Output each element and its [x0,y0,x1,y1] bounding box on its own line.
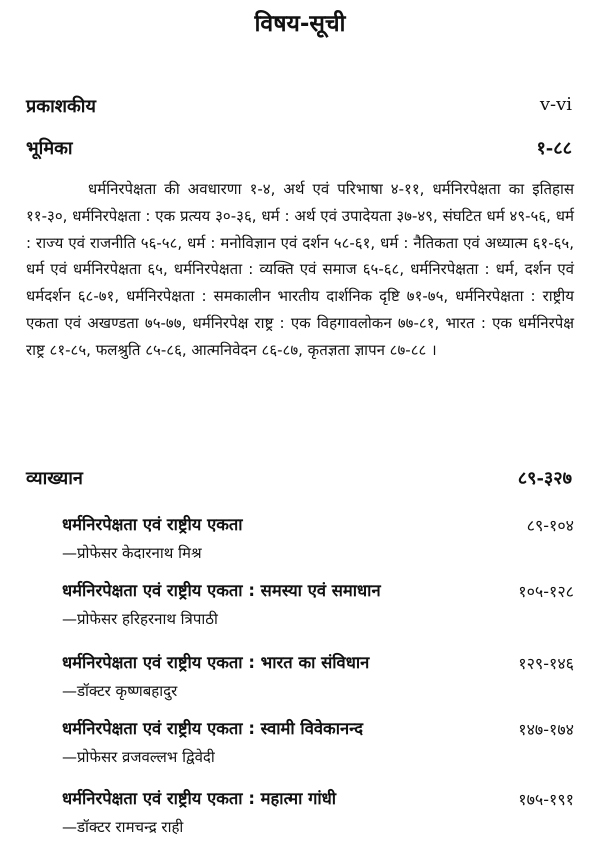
entry-title: धर्मनिरपेक्षता एवं राष्ट्रीय एकता : भारत का संविधान [62,653,370,672]
toc-entry [62,786,574,837]
section-pages: v-vi [539,94,572,115]
section-name: व्याख्यान [26,468,83,489]
section-name: भूमिका [26,138,73,159]
entry-title: धर्मनिरपेक्षता एवं राष्ट्रीय एकता : स्वामी विवेकानन्द [62,719,364,738]
section-prakashkiya [26,94,572,118]
toc-entry [62,512,574,563]
entry-title: धर्मनिरपेक्षता एवं राष्ट्रीय एकता [62,515,243,534]
toc-entry [62,716,574,767]
entry-title: धर्मनिरपेक्षता एवं राष्ट्रीय एकता : समस्या एवं समाधान [62,581,381,600]
toc-entry [62,650,574,701]
entry-author: —डॉक्टर कृष्णबहादुर [62,682,178,700]
section-pages: १-८८ [536,138,572,159]
entry-pages: १०५-१२८ [518,582,574,601]
entry-author: —प्रोफेसर हरिहरनाथ त्रिपाठी [62,610,218,628]
entry-title: धर्मनिरपेक्षता एवं राष्ट्रीय एकता : महात्मा गांधी [62,789,337,808]
section-vyakhyan [26,466,572,490]
entry-author: —डॉक्टर रामचन्द्र राही [62,818,184,836]
entry-pages: ८९-१०४ [526,516,574,535]
entry-pages: १४७-१७४ [518,720,574,739]
entry-author: —प्रोफेसर व्रजवल्लभ द्विवेदी [62,748,215,766]
toc-entry [62,578,574,629]
bhumika-contents: धर्मनिरपेक्षता की अवधारणा १-४, अर्थ एवं परिभाषा ४-११, धर्मनिरपेक्षता का इतिहास ११-३०, धर्मनिरपेक्षता : एक प्रत्यय ३०-३६, धर्म : अर्थ एवं उपादेयता ३७-४९, संघटित धर्म ४९-५६, धर्म : राज्य एवं राजनीति ५६-५८, धर्म : मनोविज्ञान एवं दर्शन ५८-६१, धर्म : नैतिकता एवं अध्यात्म ६१-६५, धर्म एवं धर्मनिरपेक्षता ६५, धर्मनिरपेक्षता : व्यक्ति एवं समाज ६५-६८, धर्मनिरपेक्षता : धर्म, दर्शन एवं धर्मदर्शन ६८-७१, धर्मनिरपेक्षता : समकालीन भारतीय दार्शनिक दृष्टि ७१-७५, धर्मनिरपेक्षता : राष्ट्रीय एकता एवं अखण्डता ७५-७७, धर्मनिरपेक्ष राष्ट्र : एक विहगावलोकन ७७-८१, भारत : एक धर्मनिरपेक्ष राष्ट्र ८१-८५, फलश्रुति ८५-८६, आत्मनिवेदन ८६-८७, कृतज्ञता ज्ञापन ८७-८८ । [26,180,574,359]
page-title: विषय-सूची [254,11,346,37]
entry-pages: १२९-१४६ [518,654,574,673]
section-name: प्रकाशकीय [26,96,96,117]
entry-author: —प्रोफेसर केदारनाथ मिश्र [62,544,202,562]
section-pages: ८९-३२७ [517,468,572,489]
section-bhumika [26,136,572,160]
entry-pages: १७५-१९१ [518,790,574,809]
